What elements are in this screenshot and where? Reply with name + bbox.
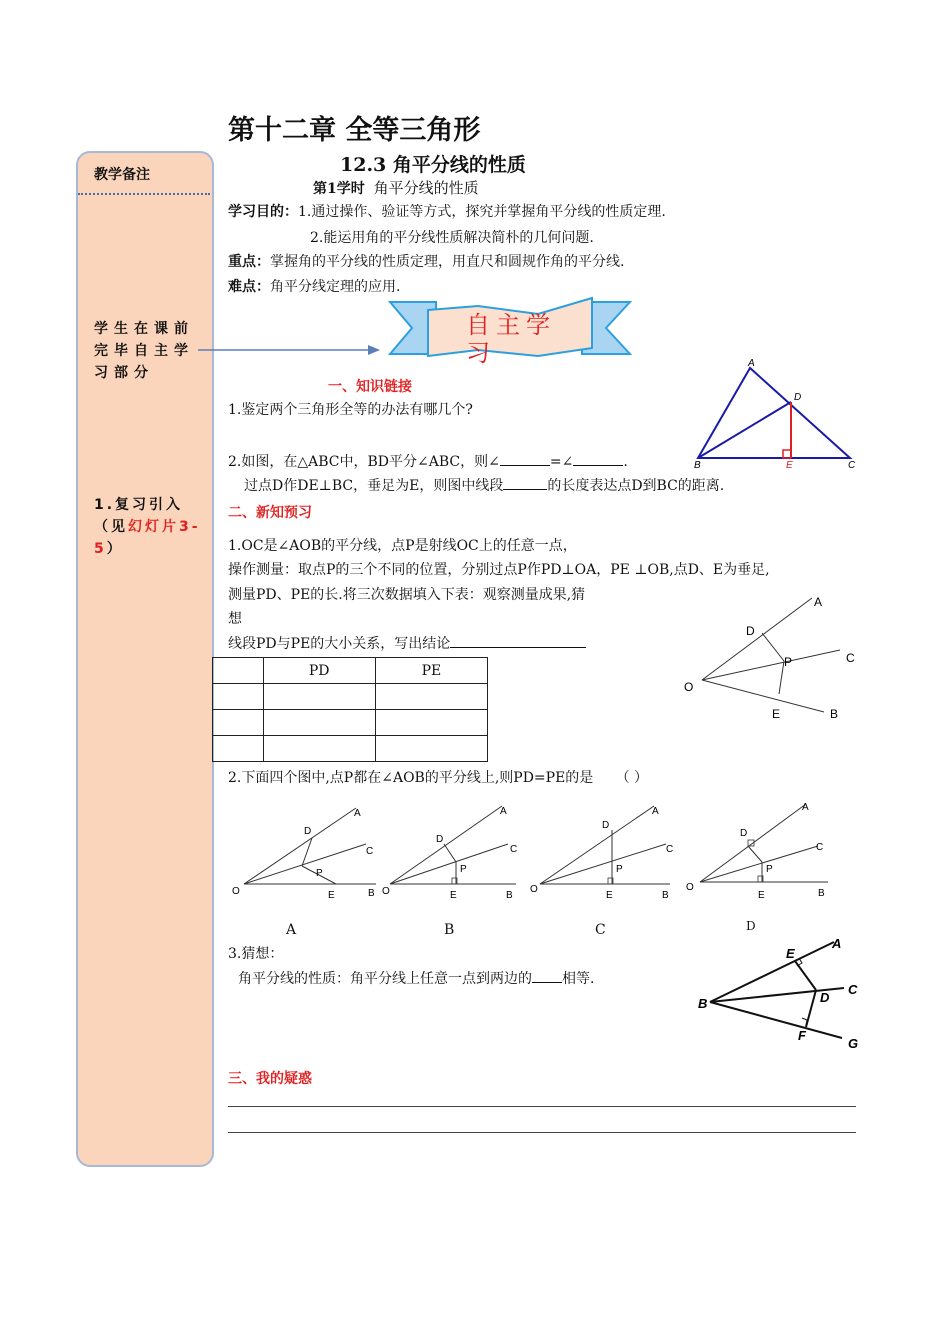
p2-answer-paren[interactable]: （ ）: [615, 770, 649, 786]
section1-heading: 一、知识链接: [328, 379, 412, 395]
section1-q1: 1.鉴定两个三角形全等的办法有哪几个?: [228, 402, 473, 418]
bg-label-g: G: [848, 1036, 859, 1051]
option-a-figure: [226, 800, 381, 904]
table-cell[interactable]: [213, 710, 264, 736]
lesson-prefix: 第1学时: [313, 181, 365, 197]
angle-bisector-figure: [680, 590, 860, 726]
section2-p1-line1: 1.OC是∠AOB的平分线，点P是射线OC上的任意一点，: [228, 538, 577, 554]
lesson-name: 角平分线的性质: [373, 179, 479, 197]
opt-b-label-p: P: [460, 864, 467, 875]
table-cell[interactable]: [213, 684, 264, 710]
table-header-pe: PE: [375, 658, 487, 684]
q2-part3: .: [623, 454, 628, 470]
opt-c-label-b: B: [662, 890, 669, 901]
section-title: 12.3 角平分线的性质: [340, 154, 526, 176]
opt-c-label-d: D: [602, 820, 610, 831]
opt-b-label-a: A: [500, 806, 507, 817]
opt-a-label-e: E: [328, 890, 335, 901]
angle-label-a: A: [814, 595, 823, 609]
angle-label-p: P: [784, 655, 793, 669]
key-point-label: 重点：: [228, 254, 270, 270]
opt-a-label-d: D: [304, 826, 312, 837]
table-header-row: [213, 658, 488, 684]
opt-b-label-c: C: [510, 844, 518, 855]
bg-label-a: A: [832, 936, 842, 951]
sidebar-divider: [78, 193, 210, 195]
chapter-title: 第十二章 全等三角形: [228, 115, 481, 146]
opt-b-label-d: D: [436, 834, 444, 845]
answer-line-2[interactable]: [228, 1132, 856, 1133]
opt-c-label-e: E: [606, 890, 613, 901]
difficult-point-text: 角平分线定理的应用.: [270, 279, 401, 295]
option-caption-c: C: [595, 922, 606, 938]
opt-c-label-a: A: [652, 806, 659, 817]
table-header-pd: PD: [263, 658, 375, 684]
opt-d-label-d: D: [740, 828, 748, 839]
sidebar-note-review: [94, 494, 204, 560]
review-slides: 幻灯片3-5: [94, 519, 201, 557]
q2-part2: =∠: [549, 454, 574, 470]
bg-label-f: F: [798, 1028, 806, 1043]
difficult-point: [228, 277, 400, 297]
table-row: [213, 684, 488, 710]
table-header-cell: [213, 658, 264, 684]
opt-b-label-o: O: [382, 886, 390, 897]
conclusion-blank[interactable]: [450, 647, 586, 648]
key-point: [228, 252, 624, 272]
pointer-arrow: [196, 340, 382, 360]
conclusion-prompt: 线段PD与PE的大小关系，写出结论: [228, 636, 451, 652]
p3-text-b: 相等.: [562, 971, 595, 987]
goals-item2: 2.能运用角的平分线性质解决简朴的几何问题.: [310, 230, 594, 246]
opt-a-label-o: O: [232, 886, 240, 897]
p3-blank[interactable]: [532, 982, 562, 983]
option-caption-a: A: [286, 922, 297, 938]
bg-label-d: D: [820, 990, 830, 1005]
sidebar-note-self-study: 学生在课前完毕自主学习部分: [94, 321, 194, 381]
q2-line2-part2: 的长度表达点D到BC的距离.: [547, 478, 725, 494]
p3-text-a: 角平分线的性质：角平分线上任意一点到两边的: [238, 971, 532, 987]
opt-d-label-o: O: [686, 882, 694, 893]
table-cell[interactable]: [375, 710, 487, 736]
section1-q2: [228, 452, 628, 472]
angle-label-d: D: [746, 624, 755, 638]
triangle-abc-figure: [690, 354, 865, 472]
triangle-label-d: D: [794, 392, 802, 403]
opt-d-label-b: B: [818, 888, 825, 899]
triangle-label-c: C: [848, 460, 856, 471]
option-c-figure: [530, 800, 685, 904]
option-d-figure: [682, 796, 837, 904]
triangle-label-a: A: [748, 358, 755, 369]
option-b-figure: [382, 800, 537, 904]
opt-b-label-e: E: [450, 890, 457, 901]
section2-p1-line4: 想: [228, 611, 242, 627]
bg-label-b: B: [698, 996, 708, 1011]
table-row: [213, 736, 488, 762]
q2-blank3[interactable]: [503, 489, 547, 490]
angle-label-b: B: [830, 707, 839, 721]
section2-p1-line3: 测量PD、PE的长.将三次数据填入下表：观察测量成果,猜: [228, 587, 586, 603]
option-caption-b: B: [444, 922, 455, 938]
q2-blank2[interactable]: [573, 465, 623, 466]
bisector-property-figure: [696, 930, 866, 1054]
section2-p3-text: [238, 969, 594, 989]
key-point-text: 掌握角的平分线的性质定理，用直尺和圆规作角的平分线.: [270, 254, 625, 270]
bg-label-e: E: [786, 946, 795, 961]
table-cell[interactable]: [263, 736, 375, 762]
q2-line2-part1: 过点D作DE⊥BC，垂足为E，则图中线段: [244, 478, 504, 494]
opt-c-label-p: P: [616, 864, 623, 875]
opt-c-label-c: C: [666, 844, 674, 855]
opt-c-label-o: O: [530, 884, 538, 895]
section2-heading: 二、新知预习: [228, 505, 312, 521]
table-cell[interactable]: [375, 684, 487, 710]
opt-b-label-b: B: [506, 890, 513, 901]
section2-p3-label: 3.猜想：: [228, 946, 284, 962]
section1-q2-line2: [244, 476, 724, 496]
opt-d-label-p: P: [766, 864, 773, 875]
opt-a-label-p: P: [316, 868, 323, 879]
q2-part1: 2.如图，在△ABC中，BD平分∠ABC，则∠: [228, 454, 500, 470]
table-row: [213, 710, 488, 736]
table-cell[interactable]: [263, 710, 375, 736]
section2-p1-line2: 操作测量：取点P的三个不同的位置，分别过点P作PD⊥OA，PE ⊥OB,点D、E为垂足,: [228, 562, 770, 578]
measurement-table: [212, 657, 488, 762]
opt-d-label-a: A: [802, 802, 809, 813]
answer-line-1[interactable]: [228, 1106, 856, 1107]
opt-a-label-a: A: [354, 808, 361, 819]
goals-line1: [228, 202, 666, 222]
review-prefix: 1.复习引入（见: [94, 497, 184, 535]
q2-blank1[interactable]: [500, 465, 550, 466]
section2-p2: [228, 768, 648, 788]
section2-p1-line5: [228, 634, 586, 654]
goals-label: 学习目的：: [228, 204, 298, 220]
goals-item1: 1.通过操作、验证等方式，探究并掌握角平分线的性质定理.: [298, 204, 666, 220]
sidebar-header: 教学备注: [94, 167, 150, 183]
teaching-notes-sidebar: [76, 151, 214, 1167]
angle-label-e: E: [772, 707, 781, 721]
table-cell[interactable]: [375, 736, 487, 762]
table-cell[interactable]: [213, 736, 264, 762]
bg-label-c: C: [848, 982, 858, 997]
triangle-label-e: E: [786, 460, 793, 471]
difficult-point-label: 难点：: [228, 279, 270, 295]
opt-a-label-b: B: [368, 888, 375, 899]
angle-label-c: C: [846, 651, 855, 665]
section3-heading: 三、我的疑惑: [228, 1071, 312, 1087]
banner-text: 自主学习: [466, 311, 556, 367]
option-caption-d: D: [746, 919, 756, 933]
triangle-label-b: B: [694, 460, 701, 471]
opt-a-label-c: C: [366, 846, 374, 857]
opt-d-label-c: C: [816, 842, 824, 853]
review-suffix: ）: [106, 541, 124, 557]
p2-text: 2.下面四个图中,点P都在∠AOB的平分线上,则PD=PE的是: [228, 770, 594, 786]
angle-label-o: O: [684, 680, 694, 694]
table-cell[interactable]: [263, 684, 375, 710]
lesson-line: [313, 178, 479, 199]
opt-d-label-e: E: [758, 890, 765, 901]
